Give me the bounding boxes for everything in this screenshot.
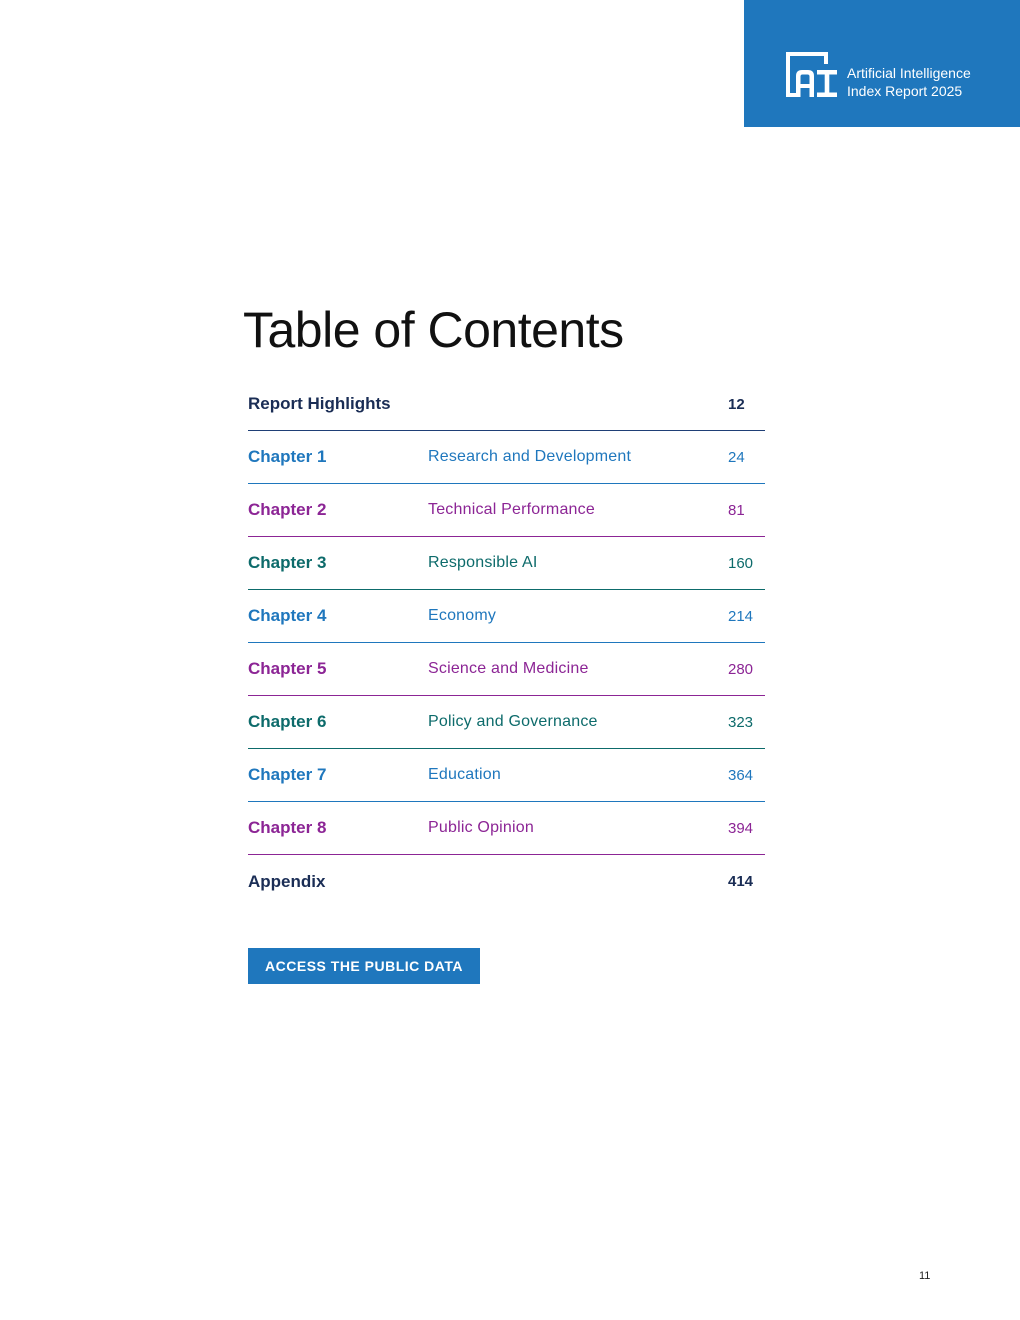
toc-section-title: Education xyxy=(428,766,501,783)
toc-row[interactable] xyxy=(248,378,765,431)
toc-page-number: 394 xyxy=(728,819,754,837)
toc-chapter-label: Chapter 4 xyxy=(248,606,327,625)
toc-page-number: 12 xyxy=(728,395,745,413)
toc-chapter-label: Chapter 3 xyxy=(248,553,327,572)
toc-chapter-label: Chapter 5 xyxy=(248,659,327,678)
report-title-line-2: Index Report 2025 xyxy=(847,83,963,99)
toc-row[interactable] xyxy=(248,696,765,749)
toc-page-number: 414 xyxy=(728,873,754,890)
toc-section-title: Policy and Governance xyxy=(428,713,598,730)
ai-index-logo-icon xyxy=(786,52,838,97)
toc-chapter-label: Chapter 1 xyxy=(248,447,327,466)
toc-row[interactable] xyxy=(248,590,765,643)
page-title: Table of Contents xyxy=(243,302,624,358)
toc-row[interactable] xyxy=(248,749,765,802)
page-number: 11 xyxy=(919,1270,931,1282)
toc-row[interactable] xyxy=(248,802,765,855)
toc-chapter-label: Chapter 6 xyxy=(248,712,327,731)
toc-section-title: Technical Performance xyxy=(428,501,595,518)
toc-row[interactable] xyxy=(248,537,765,590)
toc-page-number: 214 xyxy=(728,607,754,625)
toc-row[interactable] xyxy=(248,855,765,908)
toc-section-title: Public Opinion xyxy=(428,819,534,836)
toc-page-number: 323 xyxy=(728,713,754,731)
toc-chapter-label: Chapter 7 xyxy=(248,765,327,784)
toc-chapter-label: Chapter 8 xyxy=(248,818,327,837)
toc-page-number: 160 xyxy=(728,554,754,572)
toc-page-number: 364 xyxy=(728,766,754,784)
report-title-line-1: Artificial Intelligence xyxy=(847,65,971,81)
toc-section-title: Science and Medicine xyxy=(428,660,589,677)
access-public-data-button[interactable]: ACCESS THE PUBLIC DATA xyxy=(248,948,480,984)
toc-chapter-label: Chapter 2 xyxy=(248,500,327,519)
toc-section-title: Economy xyxy=(428,607,497,624)
toc-section-title: Research and Development xyxy=(428,448,632,465)
toc-row[interactable] xyxy=(248,431,765,484)
report-title-lockup xyxy=(847,64,971,100)
table-of-contents xyxy=(248,378,765,908)
toc-chapter-label: Report Highlights xyxy=(248,394,391,413)
toc-page-number: 24 xyxy=(728,448,745,466)
toc-page-number: 280 xyxy=(728,660,754,678)
toc-row[interactable] xyxy=(248,484,765,537)
toc-row[interactable] xyxy=(248,643,765,696)
toc-section-title: Responsible AI xyxy=(428,554,538,571)
toc-chapter-label: Appendix xyxy=(248,871,326,891)
toc-page-number: 81 xyxy=(728,501,745,519)
report-header-badge xyxy=(744,0,1020,127)
